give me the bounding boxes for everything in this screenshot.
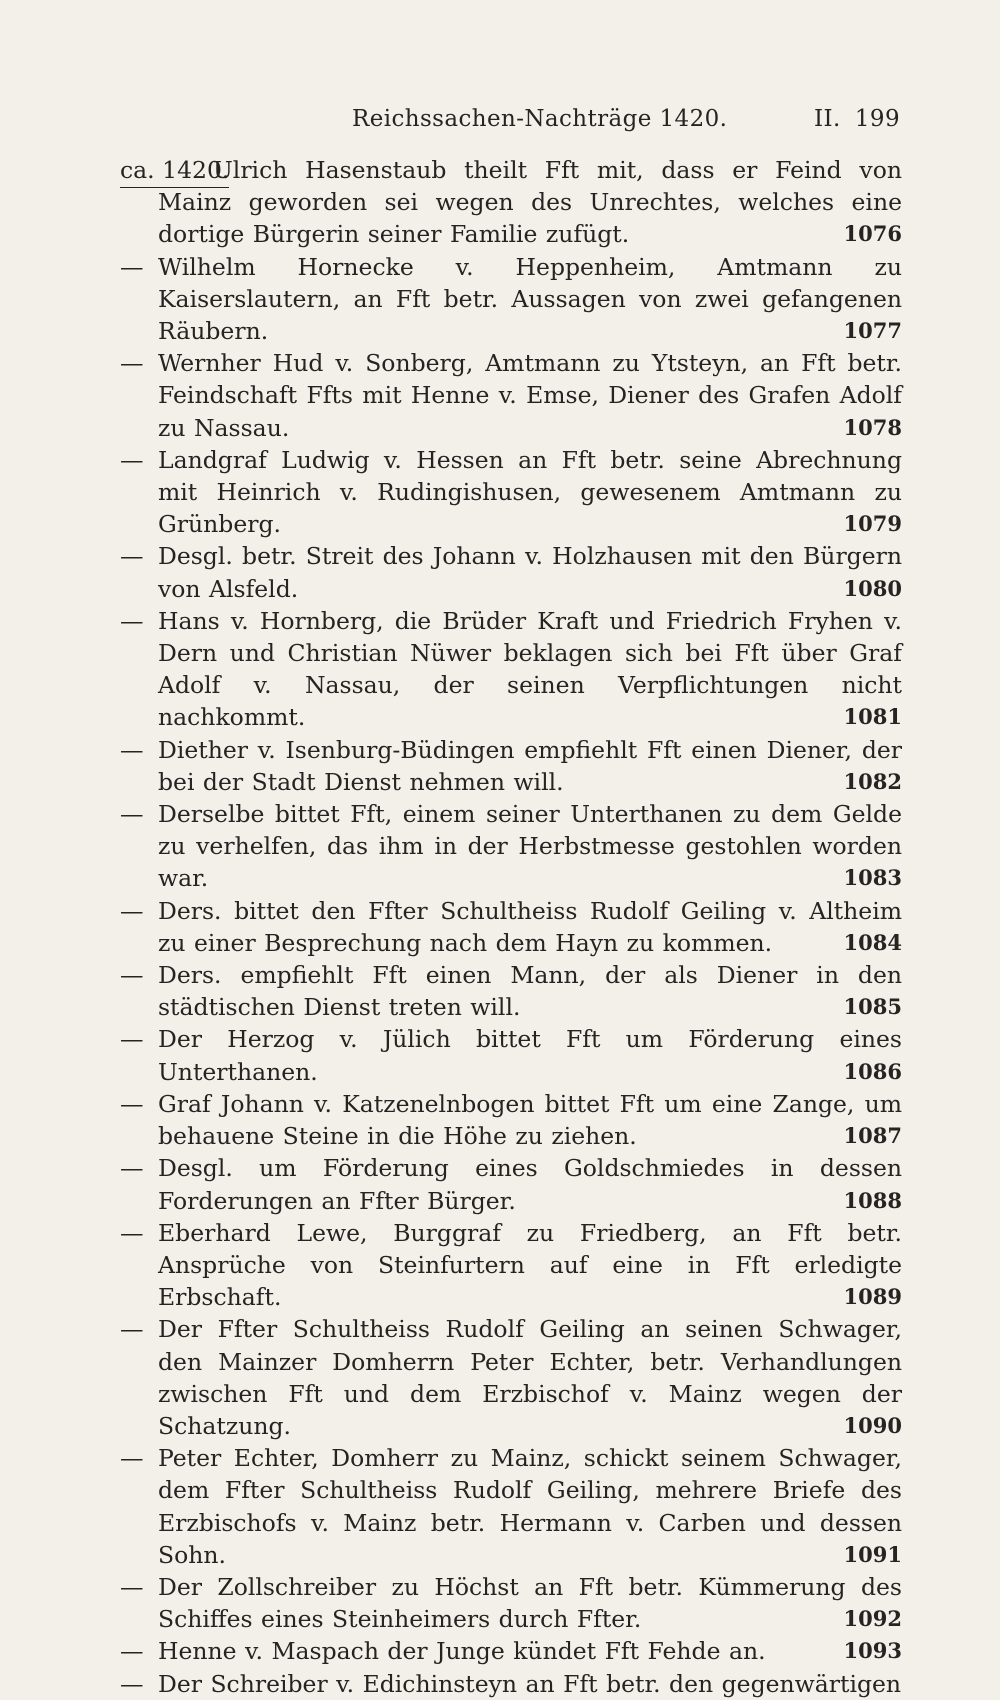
entry-body: Der Schreiber v. Edichinsteyn an Fft betr. den gegenwärtigen xyxy=(158,1669,902,1698)
running-head-part: II. xyxy=(814,106,841,132)
regest-entry xyxy=(120,1668,902,1700)
regest-text xyxy=(120,605,902,734)
regest-text xyxy=(120,734,902,798)
entry-dash: — xyxy=(120,1572,144,1601)
regest-text xyxy=(120,959,902,1023)
regest-entry xyxy=(120,251,902,348)
regest-text xyxy=(120,444,902,541)
regest-entry xyxy=(120,959,902,1023)
entry-number: 1090 xyxy=(843,1412,902,1438)
regest-entry xyxy=(120,605,902,734)
entry-body: Wilhelm Hornecke v. Heppenheim, Amtmann zu Kaiserslautern, an Fft betr. Aussagen von zwei gefangenen Räubern. xyxy=(158,252,902,346)
entry-dash: — xyxy=(120,1669,144,1698)
entry-dash: — xyxy=(120,252,144,281)
entry-dash: — xyxy=(120,606,144,635)
regest-text xyxy=(120,895,902,959)
entry-number: 1092 xyxy=(843,1606,902,1632)
entry-dash: — xyxy=(120,1444,144,1473)
regest-entry xyxy=(120,1023,902,1087)
entry-body: Henne v. Maspach der Junge kündet Fft Fehde an. xyxy=(158,1637,766,1666)
entry-body: Der Ffter Schultheiss Rudolf Geiling an seinen Schwager, den Mainzer Domherrn Peter Echter, betr. Verhandlungen zwischen Fft und dem Erzbischof v. Mainz wegen der Schatzung. xyxy=(158,1315,902,1440)
regest-entry xyxy=(120,1152,902,1216)
entry-date: ca. 1420. xyxy=(120,154,229,188)
regest-entry xyxy=(120,1217,902,1314)
entry-body: Der Zollschreiber zu Höchst an Fft betr. Kümmerung des Schiffes eines Steinheimers durch Ffter. xyxy=(158,1572,902,1634)
entry-dash: — xyxy=(120,1089,144,1118)
entry-number: 1093 xyxy=(843,1638,902,1664)
entry-dash: — xyxy=(120,1637,144,1666)
entry-number: 1082 xyxy=(843,768,902,794)
entry-body: Wernher Hud v. Sonberg, Amtmann zu Ytsteyn, an Fft betr. Feindschaft Ffts mit Henne v. Emse, Diener des Grafen Adolf zu Nassau. xyxy=(158,349,902,442)
regest-entry xyxy=(120,734,902,798)
entry-dash: — xyxy=(120,542,144,571)
regest-text xyxy=(120,347,902,444)
regest-entry xyxy=(120,798,902,895)
regest-text xyxy=(120,798,902,895)
regest-text xyxy=(120,1442,902,1571)
entry-body: Desgl. um Förderung eines Goldschmiedes in dessen Forderungen an Ffter Bürger. xyxy=(158,1154,902,1215)
entry-body: Peter Echter, Domherr zu Mainz, schickt seinem Schwager, dem Ffter Schultheiss Rudolf Geiling, mehrere Briefe des Erzbischofs v. Mainz betr. Hermann v. Carben und dessen Sohn. xyxy=(158,1444,902,1569)
entry-number: 1081 xyxy=(843,704,902,730)
entry-dash: — xyxy=(120,445,144,474)
entry-number: 1085 xyxy=(843,994,902,1020)
entry-number: 1086 xyxy=(843,1058,902,1084)
regest-text xyxy=(120,1313,902,1442)
regest-text xyxy=(120,1635,902,1667)
entry-dash: — xyxy=(120,1154,144,1183)
regest-entry xyxy=(120,347,902,444)
entry-dash: — xyxy=(120,1218,144,1247)
regest-text xyxy=(120,1023,902,1087)
entry-number: 1076 xyxy=(843,221,902,247)
entry-number: 1088 xyxy=(843,1187,902,1213)
entry-body: Diether v. Isenburg-Büdingen empfiehlt Fft einen Diener, der bei der Stadt Dienst nehmen will. xyxy=(158,735,902,796)
regest-entry xyxy=(120,154,902,251)
entry-body: Desgl. betr. Streit des Johann v. Holzhausen mit den Bürgern von Alsfeld. xyxy=(158,542,902,603)
entry-dash: — xyxy=(120,1315,144,1344)
entry-number: 1078 xyxy=(843,414,902,440)
entry-body: Ders. bittet den Ffter Schultheiss Rudolf Geiling v. Altheim zu einer Besprechung nach dem Hayn zu kommen. xyxy=(158,896,902,957)
entry-body: Ders. empfiehlt Fft einen Mann, der als Diener in den städtischen Dienst treten will. xyxy=(158,961,902,1022)
running-head xyxy=(120,101,900,137)
regest-text xyxy=(120,1152,902,1216)
entry-number: 1077 xyxy=(843,318,902,344)
regest-text xyxy=(120,154,902,251)
regest-list xyxy=(120,154,902,1700)
entry-number: 1080 xyxy=(843,575,902,601)
entry-body: Derselbe bittet Fft, einem seiner Unterthanen zu dem Gelde zu verhelfen, das ihm in der Herbstmesse gestohlen worden war. xyxy=(158,800,902,893)
regest-text xyxy=(120,1668,902,1700)
entry-number: 1087 xyxy=(843,1123,902,1149)
entry-dash: — xyxy=(120,800,144,829)
entry-dash: — xyxy=(120,896,144,925)
entry-body: Ulrich Hasenstaub theilt Fft mit, dass er Feind von Mainz geworden sei wegen des Unrechtes, welches eine dortige Bürgerin seiner Familie zufügt. xyxy=(158,156,902,249)
entry-body: Landgraf Ludwig v. Hessen an Fft betr. seine Abrechnung mit Heinrich v. Rudingishusen, gewesenem Amtmann zu Grünberg. xyxy=(158,445,902,539)
regest-text xyxy=(120,1217,902,1314)
entry-body: Hans v. Hornberg, die Brüder Kraft und Friedrich Fryhen v. Dern und Christian Nüwer beklagen sich bei Fft über Graf Adolf v. Nassau, der seinen Verpflichtungen nicht nachkommt. xyxy=(158,606,902,732)
entry-body: Eberhard Lewe, Burggraf zu Friedberg, an Fft betr. Ansprüche von Steinfurtern auf eine in Fft erledigte Erbschaft. xyxy=(158,1218,902,1312)
entry-dash: — xyxy=(120,1025,144,1054)
entry-body: Der Herzog v. Jülich bittet Fft um Förderung eines Unterthanen. xyxy=(158,1025,902,1086)
regest-text xyxy=(120,251,902,348)
entry-number: 1089 xyxy=(843,1284,902,1310)
entry-dash: — xyxy=(120,735,144,764)
entry-number: 1079 xyxy=(843,511,902,537)
regest-entry xyxy=(120,1088,902,1152)
regest-entry xyxy=(120,540,902,604)
page-number: 199 xyxy=(854,106,900,132)
regest-entry xyxy=(120,1571,902,1635)
regest-entry xyxy=(120,1442,902,1571)
regest-text xyxy=(120,1088,902,1152)
regest-entry xyxy=(120,1635,902,1667)
regest-text xyxy=(120,1571,902,1635)
regest-entry xyxy=(120,1313,902,1442)
entry-number: 1091 xyxy=(843,1541,902,1567)
regest-entry xyxy=(120,444,902,541)
running-head-title: Reichssachen-Nachträge 1420. xyxy=(352,106,728,132)
entry-number: 1084 xyxy=(843,929,902,955)
entry-number: 1083 xyxy=(843,865,902,891)
entry-body: Graf Johann v. Katzenelnbogen bittet Fft um eine Zange, um behauene Steine in die Höhe zu ziehen. xyxy=(158,1089,902,1151)
regest-text xyxy=(120,540,902,604)
entry-dash: — xyxy=(120,961,144,990)
regest-entry xyxy=(120,895,902,959)
entry-dash: — xyxy=(120,349,144,378)
